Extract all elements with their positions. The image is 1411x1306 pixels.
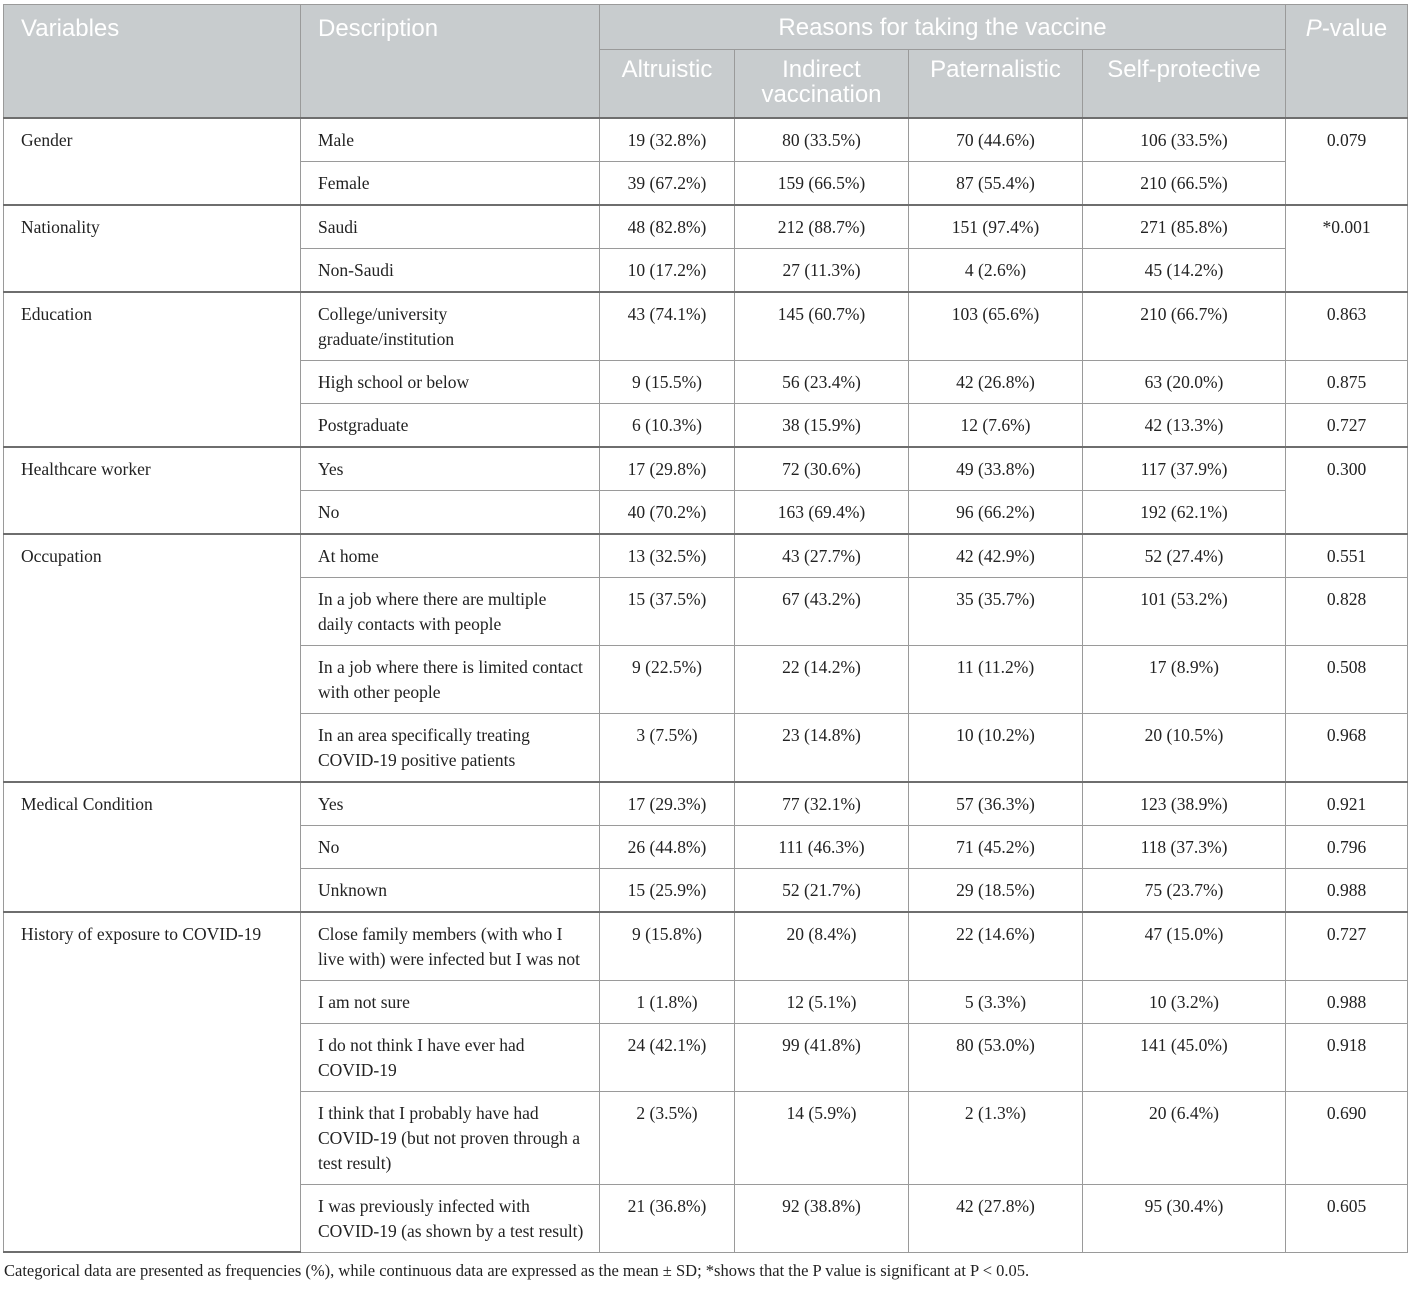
value-cell: 47 (15.0%) (1083, 912, 1286, 981)
value-cell: 80 (53.0%) (909, 1023, 1083, 1091)
value-cell: 111 (46.3%) (735, 825, 909, 868)
description-cell: Female (301, 161, 600, 205)
p-value-cell: 0.988 (1286, 980, 1408, 1023)
value-cell: 3 (7.5%) (600, 713, 735, 782)
value-cell: 9 (15.5%) (600, 360, 735, 403)
description-cell: High school or below (301, 360, 600, 403)
value-cell: 10 (10.2%) (909, 713, 1083, 782)
p-value-cell: 0.551 (1286, 534, 1408, 578)
table-row (4, 447, 1408, 491)
description-cell: No (301, 490, 600, 534)
p-value-cell: 0.605 (1286, 1184, 1408, 1252)
value-cell: 12 (5.1%) (735, 980, 909, 1023)
p-value-cell: 0.727 (1286, 403, 1408, 447)
value-cell: 72 (30.6%) (735, 447, 909, 491)
value-cell: 145 (60.7%) (735, 292, 909, 361)
description-cell: No (301, 825, 600, 868)
value-cell: 99 (41.8%) (735, 1023, 909, 1091)
header-altruistic: Altruistic (600, 50, 735, 118)
description-cell: College/university graduate/institution (301, 292, 600, 361)
p-value-cell: 0.988 (1286, 868, 1408, 912)
p-value-cell: 0.921 (1286, 782, 1408, 826)
value-cell: 123 (38.9%) (1083, 782, 1286, 826)
p-value-cell: 0.508 (1286, 645, 1408, 713)
value-cell: 15 (37.5%) (600, 577, 735, 645)
p-value-cell: 0.875 (1286, 360, 1408, 403)
variable-cell: Education (4, 292, 301, 447)
table-row (4, 534, 1408, 578)
value-cell: 45 (14.2%) (1083, 248, 1286, 292)
value-cell: 75 (23.7%) (1083, 868, 1286, 912)
value-cell: 212 (88.7%) (735, 205, 909, 249)
p-value-cell: 0.796 (1286, 825, 1408, 868)
value-cell: 117 (37.9%) (1083, 447, 1286, 491)
value-cell: 77 (32.1%) (735, 782, 909, 826)
value-cell: 9 (15.8%) (600, 912, 735, 981)
value-cell: 92 (38.8%) (735, 1184, 909, 1252)
value-cell: 39 (67.2%) (600, 161, 735, 205)
value-cell: 87 (55.4%) (909, 161, 1083, 205)
value-cell: 15 (25.9%) (600, 868, 735, 912)
value-cell: 17 (29.8%) (600, 447, 735, 491)
value-cell: 163 (69.4%) (735, 490, 909, 534)
description-cell: I was previously infected with COVID-19 (as shown by a test result) (301, 1184, 600, 1252)
value-cell: 118 (37.3%) (1083, 825, 1286, 868)
description-cell: Postgraduate (301, 403, 600, 447)
value-cell: 42 (13.3%) (1083, 403, 1286, 447)
value-cell: 210 (66.7%) (1083, 292, 1286, 361)
value-cell: 23 (14.8%) (735, 713, 909, 782)
description-cell: Non-Saudi (301, 248, 600, 292)
description-cell: Yes (301, 447, 600, 491)
table-header (4, 5, 1408, 118)
value-cell: 42 (27.8%) (909, 1184, 1083, 1252)
value-cell: 13 (32.5%) (600, 534, 735, 578)
variable-cell: Occupation (4, 534, 301, 782)
description-cell: At home (301, 534, 600, 578)
value-cell: 9 (22.5%) (600, 645, 735, 713)
value-cell: 57 (36.3%) (909, 782, 1083, 826)
value-cell: 63 (20.0%) (1083, 360, 1286, 403)
header-variables: Variables (4, 5, 301, 118)
value-cell: 20 (8.4%) (735, 912, 909, 981)
value-cell: 17 (29.3%) (600, 782, 735, 826)
description-cell: In an area specifically treating COVID-19 positive patients (301, 713, 600, 782)
value-cell: 49 (33.8%) (909, 447, 1083, 491)
value-cell: 22 (14.2%) (735, 645, 909, 713)
value-cell: 80 (33.5%) (735, 118, 909, 162)
value-cell: 10 (17.2%) (600, 248, 735, 292)
header-reasons: Reasons for taking the vaccine (600, 5, 1286, 50)
value-cell: 21 (36.8%) (600, 1184, 735, 1252)
table-row (4, 912, 1408, 981)
p-value-cell: 0.918 (1286, 1023, 1408, 1091)
description-cell: I think that I probably have had COVID-19 (but not proven through a test result) (301, 1091, 600, 1184)
value-cell: 42 (42.9%) (909, 534, 1083, 578)
value-cell: 27 (11.3%) (735, 248, 909, 292)
table-row (4, 205, 1408, 249)
description-cell: In a job where there is limited contact with other people (301, 645, 600, 713)
description-cell: I do not think I have ever had COVID-19 (301, 1023, 600, 1091)
value-cell: 96 (66.2%) (909, 490, 1083, 534)
value-cell: 52 (27.4%) (1083, 534, 1286, 578)
table-row (4, 292, 1408, 361)
p-value-cell: 0.828 (1286, 577, 1408, 645)
variable-cell: Medical Condition (4, 782, 301, 912)
vaccine-reasons-table (3, 4, 1408, 1253)
value-cell: 151 (97.4%) (909, 205, 1083, 249)
table-body (4, 118, 1408, 1253)
p-value-cell: *0.001 (1286, 205, 1408, 292)
header-pvalue-rest: -value (1321, 15, 1388, 42)
p-value-cell: 0.968 (1286, 713, 1408, 782)
value-cell: 20 (6.4%) (1083, 1091, 1286, 1184)
table-container (3, 4, 1407, 1281)
description-cell: I am not sure (301, 980, 600, 1023)
value-cell: 29 (18.5%) (909, 868, 1083, 912)
variable-cell: History of exposure to COVID-19 (4, 912, 301, 1253)
table-row (4, 118, 1408, 162)
description-cell: Male (301, 118, 600, 162)
value-cell: 11 (11.2%) (909, 645, 1083, 713)
value-cell: 40 (70.2%) (600, 490, 735, 534)
value-cell: 14 (5.9%) (735, 1091, 909, 1184)
table-row (4, 782, 1408, 826)
p-value-cell: 0.300 (1286, 447, 1408, 534)
value-cell: 56 (23.4%) (735, 360, 909, 403)
value-cell: 42 (26.8%) (909, 360, 1083, 403)
value-cell: 192 (62.1%) (1083, 490, 1286, 534)
value-cell: 70 (44.6%) (909, 118, 1083, 162)
value-cell: 106 (33.5%) (1083, 118, 1286, 162)
variable-cell: Gender (4, 118, 301, 205)
description-cell: Unknown (301, 868, 600, 912)
header-description: Description (301, 5, 600, 118)
header-indirect-vaccination: Indirect vaccination (735, 50, 909, 118)
header-self-protective: Self-protective (1083, 50, 1286, 118)
value-cell: 67 (43.2%) (735, 577, 909, 645)
header-pvalue-italic: P (1305, 15, 1322, 42)
description-cell: Close family members (with who I live with) were infected but I was not (301, 912, 600, 981)
value-cell: 159 (66.5%) (735, 161, 909, 205)
table-footnote: Categorical data are presented as frequencies (%), while continuous data are expressed as the mean ± SD; *shows that the P value is significant at P < 0.05. (4, 1261, 1030, 1280)
value-cell: 52 (21.7%) (735, 868, 909, 912)
value-cell: 19 (32.8%) (600, 118, 735, 162)
p-value-cell: 0.690 (1286, 1091, 1408, 1184)
variable-cell: Healthcare worker (4, 447, 301, 534)
value-cell: 22 (14.6%) (909, 912, 1083, 981)
value-cell: 5 (3.3%) (909, 980, 1083, 1023)
value-cell: 48 (82.8%) (600, 205, 735, 249)
header-paternalistic: Paternalistic (909, 50, 1083, 118)
p-value-cell: 0.079 (1286, 118, 1408, 205)
value-cell: 12 (7.6%) (909, 403, 1083, 447)
value-cell: 43 (27.7%) (735, 534, 909, 578)
p-value-cell: 0.863 (1286, 292, 1408, 361)
value-cell: 17 (8.9%) (1083, 645, 1286, 713)
description-cell: Yes (301, 782, 600, 826)
value-cell: 95 (30.4%) (1083, 1184, 1286, 1252)
value-cell: 10 (3.2%) (1083, 980, 1286, 1023)
value-cell: 210 (66.5%) (1083, 161, 1286, 205)
p-value-cell: 0.727 (1286, 912, 1408, 981)
value-cell: 43 (74.1%) (600, 292, 735, 361)
value-cell: 2 (1.3%) (909, 1091, 1083, 1184)
description-cell: Saudi (301, 205, 600, 249)
value-cell: 101 (53.2%) (1083, 577, 1286, 645)
value-cell: 271 (85.8%) (1083, 205, 1286, 249)
value-cell: 2 (3.5%) (600, 1091, 735, 1184)
value-cell: 24 (42.1%) (600, 1023, 735, 1091)
value-cell: 26 (44.8%) (600, 825, 735, 868)
value-cell: 103 (65.6%) (909, 292, 1083, 361)
value-cell: 35 (35.7%) (909, 577, 1083, 645)
value-cell: 6 (10.3%) (600, 403, 735, 447)
variable-cell: Nationality (4, 205, 301, 292)
value-cell: 1 (1.8%) (600, 980, 735, 1023)
value-cell: 38 (15.9%) (735, 403, 909, 447)
description-cell: In a job where there are multiple daily contacts with people (301, 577, 600, 645)
value-cell: 71 (45.2%) (909, 825, 1083, 868)
value-cell: 20 (10.5%) (1083, 713, 1286, 782)
header-pvalue (1286, 5, 1408, 118)
value-cell: 141 (45.0%) (1083, 1023, 1286, 1091)
value-cell: 4 (2.6%) (909, 248, 1083, 292)
